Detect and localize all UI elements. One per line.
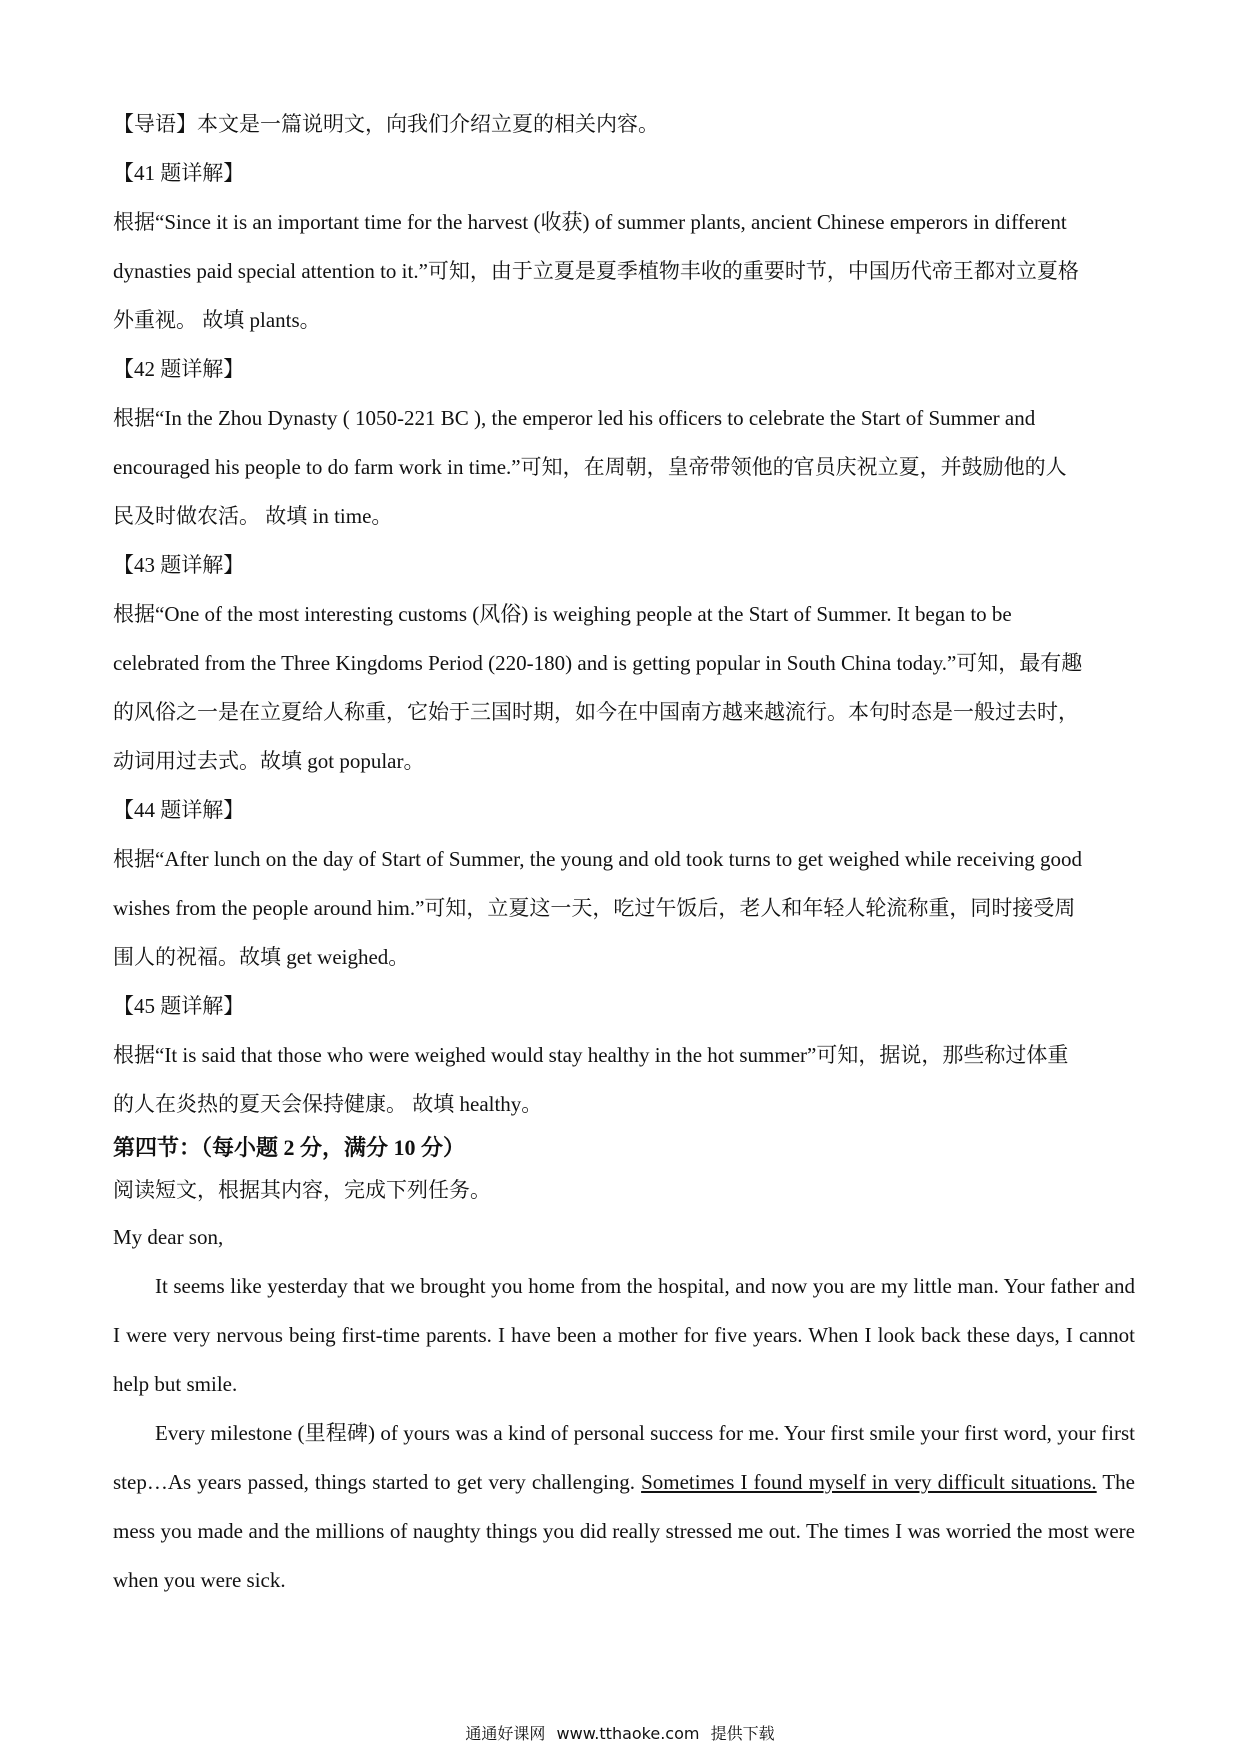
q43-heading: 【43 题详解】	[113, 553, 245, 577]
q41-line-1: 根据“Since it is an important time for the harvest (收获) of summer plants, ancient Chinese emperors in different	[113, 210, 1067, 234]
q42-line-1: 根据“In the Zhou Dynasty ( 1050-221 BC ), the emperor led his officers to celebrate the Start of Summer and	[113, 406, 1036, 430]
paragraph-2-text-before: Every milestone (里程碑) of yours was a kind of personal success for me. Your first smile your first word, your first step…As years passed, things started to get very challenging.	[113, 1421, 1135, 1494]
footer-site-name: 通通好课网	[465, 1724, 546, 1743]
q43-line-4: 动词用过去式。故填 got popular。	[113, 749, 425, 773]
footer-url: www.tthaoke.com	[556, 1724, 700, 1743]
paragraph-2-text-after: The mess you made and the millions of naughty things you did really stressed me out. The times I was worried the most were when you were sick.	[113, 1470, 1136, 1592]
q45-line-2: 的人在炎热的夏天会保持健康。 故填 healthy。	[113, 1092, 543, 1116]
q42-line-3: 民及时做农活。 故填 in time。	[113, 504, 393, 528]
letter-greeting: My dear son,	[113, 1225, 224, 1249]
q45-line-1: 根据“It is said that those who were weighed would stay healthy in the hot summer”可知，据说，那些称过体重	[113, 1043, 1069, 1067]
q43-line-2: celebrated from the Three Kingdoms Period (220-180) and is getting popular in South China today.”可知，最有趣	[113, 651, 1083, 675]
document-content	[113, 100, 1135, 1605]
page-footer	[0, 1721, 1240, 1744]
q44-line-2: wishes from the people around him.”可知，立夏这一天，吃过午饭后，老人和年轻人轮流称重，同时接受周	[113, 896, 1076, 920]
q41-heading: 【41 题详解】	[113, 161, 245, 185]
q43-line-3: 的风俗之一是在立夏给人称重，它始于三国时期，如今在中国南方越来越流行。本句时态是一般过去时，	[113, 700, 1079, 724]
q41-line-2: dynasties paid special attention to it.”可知，由于立夏是夏季植物丰收的重要时节，中国历代帝王都对立夏格	[113, 259, 1079, 283]
q44-line-3: 围人的祝福。故填 get weighed。	[113, 945, 410, 969]
letter-paragraph-2	[113, 1409, 1135, 1605]
underlined-sentence: Sometimes I found myself in very difficult situations.	[641, 1470, 1097, 1494]
q43-line-1: 根据“One of the most interesting customs (风俗) is weighing people at the Start of Summer. It began to be	[113, 602, 1012, 626]
footer-note: 提供下载	[710, 1724, 775, 1743]
intro-text: 【导语】本文是一篇说明文，向我们介绍立夏的相关内容。	[113, 112, 659, 136]
q45-heading: 【45 题详解】	[113, 994, 245, 1018]
q42-line-2: encouraged his people to do farm work in time.”可知，在周朝，皇帝带领他的官员庆祝立夏，并鼓励他的人	[113, 455, 1067, 479]
q41-line-3: 外重视。 故填 plants。	[113, 308, 321, 332]
section4-title: 第四节：（每小题 2 分，满分 10 分）	[113, 1135, 466, 1160]
letter-paragraph-1: It seems like yesterday that we brought you home from the hospital, and now you are my little man. Your father and I were very nervous being first-time parents. I have been a mother for five years. When I look back these days, I cannot help but smile.	[113, 1274, 1135, 1396]
q44-line-1: 根据“After lunch on the day of Start of Summer, the young and old took turns to get weighed while receiving good	[113, 847, 1083, 871]
q42-heading: 【42 题详解】	[113, 357, 245, 381]
section4-instruction: 阅读短文，根据其内容，完成下列任务。	[113, 1178, 491, 1202]
q44-heading: 【44 题详解】	[113, 798, 245, 822]
